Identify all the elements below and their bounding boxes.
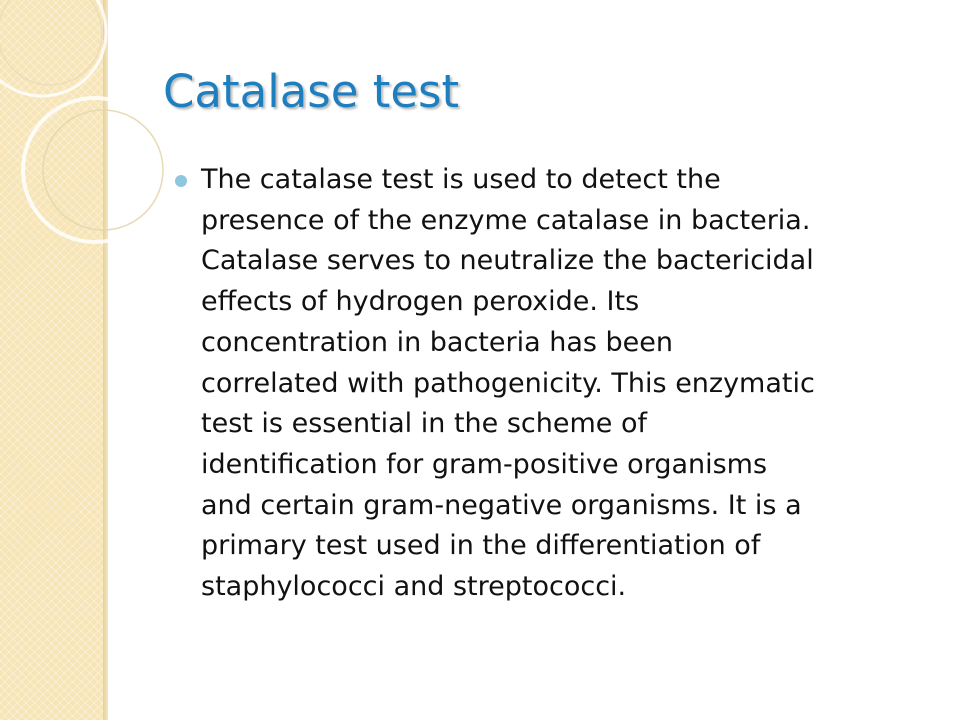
bullet-item-text: The catalase test is used to detect the presence of the enzyme catalase in bacteria. Catalase serves to neutralize the bactericidal effects of hydrogen peroxide. Its concentration in bacteria has been correlated with pathogenicity. This enzymatic test is essential in the scheme of identification for gram-positive organisms and certain gram-negative organisms. It is a primary test used in the differentiation of staphylococci and streptococci. — [201, 164, 815, 603]
bullet-marker-icon — [175, 175, 187, 187]
slide-title: Catalase test — [163, 65, 460, 118]
circle-ornament-icon — [0, 0, 200, 300]
